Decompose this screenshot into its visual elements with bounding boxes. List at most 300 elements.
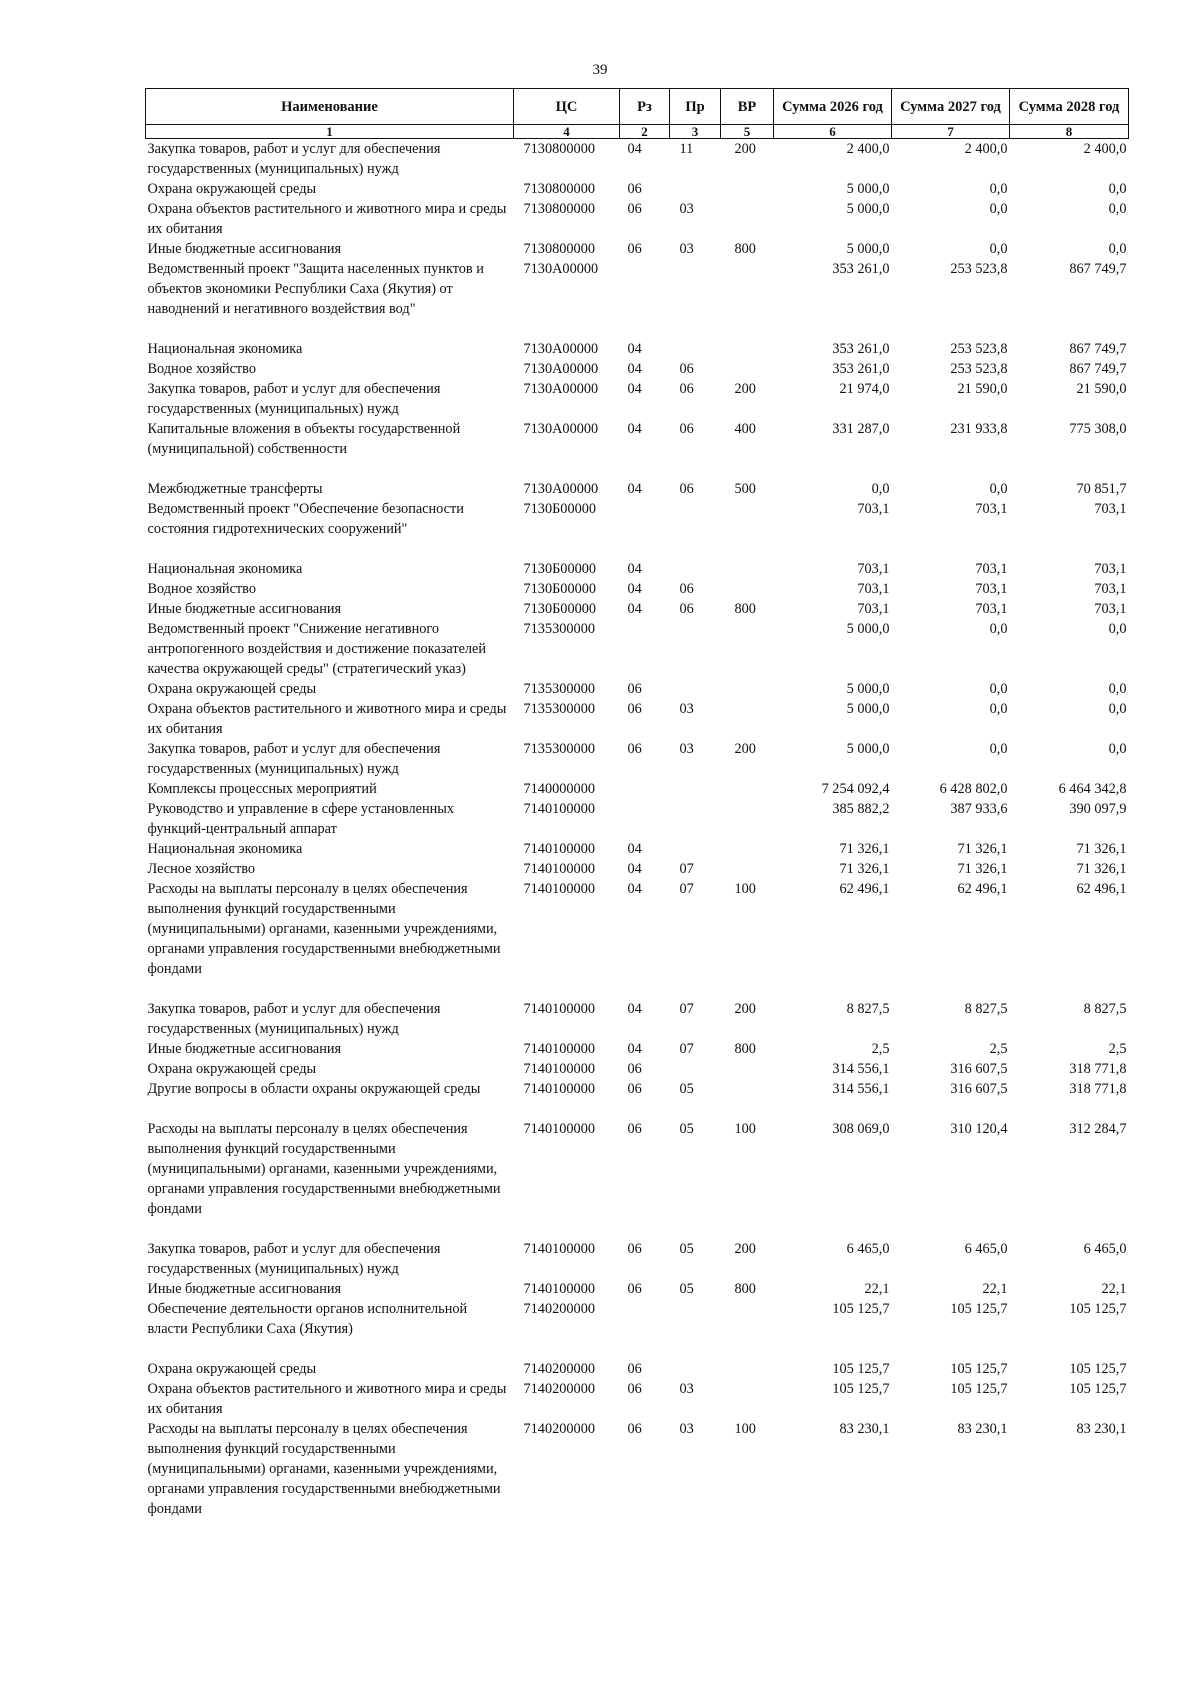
cell-rz: 06 [627,241,642,257]
cell-cs: 7140100000 [523,1041,595,1057]
cell-sum-2027: 83 230,1 [957,1421,1008,1437]
table-row [146,479,1129,499]
cell-vr: 400 [734,421,756,437]
cell-name: Иные бюджетные ассигнования [147,1041,342,1057]
cell-rz: 06 [627,1061,642,1077]
cell-sum-2027: 253 523,8 [950,341,1008,357]
table-row [146,199,1129,239]
cell-vr [721,779,774,799]
cell-rz: 06 [627,1381,642,1397]
cell-sum-2028: 2,5 [1108,1041,1127,1057]
cell-vr [721,619,774,679]
table-row [146,339,1129,359]
cell-vr: 200 [734,1241,756,1257]
cell-sum-2026: 353 261,0 [832,341,890,357]
cell-sum-2026: 71 326,1 [839,861,890,877]
cell-sum-2028: 775 308,0 [1069,421,1127,437]
cell-cs: 7140100000 [523,881,595,897]
cell-rz: 04 [627,421,642,437]
header-cs: ЦС [514,89,620,125]
cell-vr: 800 [734,1041,756,1057]
cell-sum-2027: 703,1 [975,561,1008,577]
cell-name: Закупка товаров, работ и услуг для обеспечения государственных (муниципальных) нужд [147,141,441,177]
table-row [146,679,1129,699]
cell-vr [721,799,774,839]
cell-cs: 7135300000 [523,621,595,637]
cell-cs: 7130Б00000 [523,561,597,577]
cell-sum-2027: 2 400,0 [964,141,1008,157]
cell-vr [721,839,774,859]
cell-name: Охрана объектов растительного и животного мира и среды их обитания [147,701,507,737]
cell-vr: 100 [734,1421,756,1437]
cell-sum-2028: 2 400,0 [1083,141,1127,157]
cell-vr: 200 [734,381,756,397]
cell-sum-2028: 0,0 [1108,181,1127,197]
cell-cs: 7130A00000 [523,381,599,397]
cell-sum-2027: 387 933,6 [950,801,1008,817]
table-row [146,1379,1129,1419]
cell-sum-2026: 5 000,0 [846,621,890,637]
cell-sum-2027: 0,0 [989,181,1008,197]
cell-vr [721,579,774,599]
cell-sum-2028: 105 125,7 [1069,1361,1127,1377]
cell-vr [721,499,774,559]
cell-sum-2028: 105 125,7 [1069,1301,1127,1317]
cell-pr: 06 [679,421,694,437]
cell-sum-2028: 703,1 [1094,601,1127,617]
cell-sum-2026: 703,1 [857,601,890,617]
cell-pr [670,559,721,579]
cell-sum-2026: 6 465,0 [846,1241,890,1257]
cell-rz: 06 [627,1121,642,1137]
cell-cs: 7130800000 [523,181,595,197]
cell-sum-2027: 6 428 802,0 [939,781,1008,797]
cell-rz [620,259,670,339]
cell-pr: 06 [679,481,694,497]
cell-sum-2026: 314 556,1 [832,1061,890,1077]
cell-cs: 7140000000 [523,781,595,797]
cell-vr [721,559,774,579]
cell-vr [721,859,774,879]
cell-sum-2028: 0,0 [1108,701,1127,717]
table-row [146,559,1129,579]
cell-name: Водное хозяйство [147,361,256,377]
cell-cs: 7140100000 [523,1241,595,1257]
cell-cs: 7135300000 [523,681,595,697]
cell-name: Другие вопросы в области охраны окружающей среды [147,1081,481,1097]
cell-sum-2026: 2 400,0 [846,141,890,157]
cell-name: Руководство и управление в сфере установленных функций-центральный аппарат [147,801,455,837]
cell-cs: 7130A00000 [523,261,599,277]
cell-sum-2026: 5 000,0 [846,201,890,217]
cell-vr [721,1079,774,1119]
cell-rz [620,1299,670,1359]
cell-pr [670,1299,721,1359]
cell-pr: 07 [679,1041,694,1057]
cell-rz: 04 [627,141,642,157]
cell-name: Закупка товаров, работ и услуг для обеспечения государственных (муниципальных) нужд [147,741,441,777]
header-sum-2028: Сумма 2028 год [1010,89,1129,125]
column-number: 8 [1010,125,1129,139]
cell-rz: 04 [627,581,642,597]
cell-rz [620,499,670,559]
cell-rz [620,779,670,799]
cell-sum-2026: 5 000,0 [846,181,890,197]
cell-sum-2027: 6 465,0 [964,1241,1008,1257]
cell-cs: 7130Б00000 [523,601,597,617]
cell-name: Водное хозяйство [147,581,256,597]
cell-pr: 03 [679,701,694,717]
cell-pr: 07 [679,1001,694,1017]
cell-name: Охрана окружающей среды [147,1361,317,1377]
table-row [146,1359,1129,1379]
cell-cs: 7130800000 [523,141,595,157]
cell-sum-2028: 70 851,7 [1076,481,1127,497]
cell-rz: 06 [627,1421,642,1437]
cell-pr [670,839,721,859]
table-row [146,779,1129,799]
cell-vr [721,1299,774,1359]
cell-sum-2026: 5 000,0 [846,741,890,757]
cell-rz: 04 [627,561,642,577]
cell-sum-2028: 0,0 [1108,201,1127,217]
column-number: 3 [670,125,721,139]
cell-vr: 500 [734,481,756,497]
cell-rz [620,619,670,679]
cell-sum-2028: 0,0 [1108,241,1127,257]
cell-rz: 04 [627,361,642,377]
cell-cs: 7140200000 [523,1421,595,1437]
cell-vr [721,1059,774,1079]
column-number: 1 [146,125,514,139]
page-number: 39 [592,62,608,78]
cell-sum-2028: 6 465,0 [1083,1241,1127,1257]
cell-name: Национальная экономика [147,341,303,357]
cell-sum-2027: 21 590,0 [957,381,1008,397]
table-row [146,1079,1129,1119]
cell-name: Охрана объектов растительного и животного мира и среды их обитания [147,201,507,237]
cell-name: Лесное хозяйство [147,861,256,877]
cell-sum-2026: 21 974,0 [839,381,890,397]
table-header [146,89,1129,139]
cell-pr [670,499,721,559]
cell-sum-2027: 0,0 [989,201,1008,217]
cell-sum-2027: 0,0 [989,621,1008,637]
cell-sum-2028: 71 326,1 [1076,861,1127,877]
header-sum-2027: Сумма 2027 год [892,89,1010,125]
cell-rz: 06 [627,741,642,757]
cell-sum-2027: 0,0 [989,481,1008,497]
cell-pr: 06 [679,381,694,397]
cell-sum-2026: 5 000,0 [846,681,890,697]
cell-name: Расходы на выплаты персоналу в целях обеспечения выполнения функций государственными (муниципальными) органами, казенными учреждениями, органами управления государственными внебюджетными фондами [147,1121,501,1217]
cell-cs: 7140100000 [523,801,595,817]
cell-name: Ведомственный проект "Обеспечение безопасности состояния гидротехнических сооружений" [147,501,464,537]
cell-pr: 05 [679,1081,694,1097]
cell-rz: 06 [627,681,642,697]
table-row [146,999,1129,1039]
cell-sum-2028: 703,1 [1094,581,1127,597]
cell-vr [721,699,774,739]
cell-sum-2028: 390 097,9 [1069,801,1127,817]
table-row [146,239,1129,259]
cell-sum-2028: 867 749,7 [1069,361,1127,377]
cell-vr: 800 [734,241,756,257]
cell-rz: 06 [627,701,642,717]
cell-pr [670,799,721,839]
cell-cs: 7130A00000 [523,421,599,437]
table-row [146,739,1129,779]
cell-cs: 7135300000 [523,741,595,757]
table-row [146,1419,1129,1519]
cell-name: Охрана окружающей среды [147,1061,317,1077]
cell-vr: 200 [734,141,756,157]
column-number: 4 [514,125,620,139]
cell-name: Межбюджетные трансферты [147,481,323,497]
cell-vr [721,1359,774,1379]
cell-sum-2027: 22,1 [982,1281,1008,1297]
cell-vr [721,199,774,239]
cell-sum-2028: 71 326,1 [1076,841,1127,857]
column-number-row [146,125,1129,139]
cell-sum-2026: 22,1 [864,1281,890,1297]
cell-sum-2028: 62 496,1 [1076,881,1127,897]
cell-pr: 03 [679,241,694,257]
cell-rz: 04 [627,861,642,877]
cell-name: Расходы на выплаты персоналу в целях обеспечения выполнения функций государственными (муниципальными) органами, казенными учреждениями, органами управления государственными внебюджетными фондами [147,881,501,977]
cell-sum-2028: 312 284,7 [1069,1121,1127,1137]
cell-sum-2028: 0,0 [1108,621,1127,637]
cell-rz: 04 [627,841,642,857]
cell-name: Закупка товаров, работ и услуг для обеспечения государственных (муниципальных) нужд [147,381,441,417]
table-row [146,619,1129,679]
cell-name: Охрана объектов растительного и животного мира и среды их обитания [147,1381,507,1417]
cell-pr [670,1059,721,1079]
header-pr: Пр [670,89,721,125]
cell-vr [721,1379,774,1419]
cell-sum-2026: 703,1 [857,501,890,517]
cell-pr: 06 [679,581,694,597]
cell-vr [721,359,774,379]
column-number: 7 [892,125,1010,139]
cell-cs: 7140200000 [523,1301,595,1317]
table-row [146,1059,1129,1079]
cell-name: Закупка товаров, работ и услуг для обеспечения государственных (муниципальных) нужд [147,1241,441,1277]
cell-sum-2028: 318 771,8 [1069,1081,1127,1097]
table-row [146,579,1129,599]
cell-sum-2027: 105 125,7 [950,1361,1008,1377]
cell-name: Закупка товаров, работ и услуг для обеспечения государственных (муниципальных) нужд [147,1001,441,1037]
cell-sum-2027: 0,0 [989,241,1008,257]
cell-cs: 7130A00000 [523,361,599,377]
cell-vr: 800 [734,1281,756,1297]
table-row [146,799,1129,839]
header-row [146,89,1129,125]
cell-sum-2028: 22,1 [1101,1281,1127,1297]
cell-sum-2027: 703,1 [975,601,1008,617]
cell-sum-2026: 5 000,0 [846,241,890,257]
cell-rz [620,799,670,839]
table-row [146,379,1129,419]
cell-pr: 06 [679,361,694,377]
cell-sum-2027: 8 827,5 [964,1001,1008,1017]
column-number: 5 [721,125,774,139]
cell-name: Иные бюджетные ассигнования [147,601,342,617]
cell-name: Иные бюджетные ассигнования [147,241,342,257]
cell-name: Обеспечение деятельности органов исполнительной власти Республики Саха (Якутия) [147,1301,468,1337]
cell-cs: 7140100000 [523,841,595,857]
table-row [146,139,1129,180]
cell-cs: 7130A00000 [523,341,599,357]
cell-sum-2027: 71 326,1 [957,841,1008,857]
cell-name: Ведомственный проект "Снижение негативного антропогенного воздействия и достижение показателей качества окружающей среды" (стратегический указ) [147,621,487,677]
cell-sum-2028: 703,1 [1094,561,1127,577]
cell-sum-2027: 703,1 [975,581,1008,597]
cell-cs: 7140100000 [523,1001,595,1017]
table-row [146,859,1129,879]
cell-cs: 7130Б00000 [523,501,597,517]
cell-name: Капитальные вложения в объекты государственной (муниципальной) собственности [147,421,461,457]
cell-sum-2027: 105 125,7 [950,1301,1008,1317]
table-row [146,1039,1129,1059]
cell-cs: 7140100000 [523,861,595,877]
table-row [146,879,1129,999]
cell-sum-2026: 105 125,7 [832,1301,890,1317]
cell-pr: 03 [679,201,694,217]
cell-cs: 7130800000 [523,201,595,217]
cell-sum-2027: 310 120,4 [950,1121,1008,1137]
cell-sum-2028: 6 464 342,8 [1058,781,1127,797]
cell-sum-2027: 62 496,1 [957,881,1008,897]
cell-sum-2026: 703,1 [857,561,890,577]
table-row [146,259,1129,339]
cell-sum-2026: 105 125,7 [832,1361,890,1377]
header-sum-2026: Сумма 2026 год [774,89,892,125]
cell-vr: 100 [734,1121,756,1137]
cell-sum-2028: 867 749,7 [1069,341,1127,357]
cell-sum-2027: 316 607,5 [950,1061,1008,1077]
cell-cs: 7130A00000 [523,481,599,497]
table-row [146,179,1129,199]
table-row [146,1239,1129,1279]
cell-name: Ведомственный проект "Защита населенных пунктов и объектов экономики Республики Саха (Якутия) от наводнений и негативного воздействия вод" [147,261,484,317]
cell-rz: 04 [627,601,642,617]
table-row [146,1299,1129,1359]
cell-sum-2026: 0,0 [871,481,890,497]
cell-sum-2027: 253 523,8 [950,361,1008,377]
cell-pr [670,259,721,339]
cell-name: Национальная экономика [147,841,303,857]
cell-pr: 11 [679,141,694,157]
cell-sum-2027: 105 125,7 [950,1381,1008,1397]
cell-sum-2027: 0,0 [989,741,1008,757]
cell-cs: 7140200000 [523,1361,595,1377]
cell-vr [721,259,774,339]
cell-name: Охрана окружающей среды [147,681,317,697]
cell-sum-2026: 385 882,2 [832,801,890,817]
budget-table [145,88,1129,1519]
cell-rz: 06 [627,1241,642,1257]
table-row [146,839,1129,859]
cell-sum-2028: 703,1 [1094,501,1127,517]
cell-sum-2026: 5 000,0 [846,701,890,717]
column-number: 2 [620,125,670,139]
cell-vr [721,679,774,699]
cell-sum-2026: 353 261,0 [832,361,890,377]
cell-pr: 03 [679,741,694,757]
cell-pr: 07 [679,881,694,897]
cell-vr: 200 [734,741,756,757]
cell-cs: 7140100000 [523,1281,595,1297]
cell-pr [670,779,721,799]
cell-rz: 06 [627,1361,642,1377]
cell-sum-2026: 331 287,0 [832,421,890,437]
cell-sum-2027: 2,5 [989,1041,1008,1057]
cell-sum-2027: 253 523,8 [950,261,1008,277]
header-name: Наименование [146,89,514,125]
cell-rz: 04 [627,481,642,497]
cell-sum-2027: 316 607,5 [950,1081,1008,1097]
cell-pr [670,1359,721,1379]
table-row [146,599,1129,619]
cell-pr [670,619,721,679]
cell-rz: 04 [627,381,642,397]
cell-sum-2026: 105 125,7 [832,1381,890,1397]
table-body [146,139,1129,1520]
cell-sum-2028: 105 125,7 [1069,1381,1127,1397]
cell-pr [670,679,721,699]
cell-cs: 7140100000 [523,1061,595,1077]
cell-name: Комплексы процессных мероприятий [147,781,377,797]
cell-sum-2026: 314 556,1 [832,1081,890,1097]
table-row [146,1119,1129,1239]
cell-sum-2028: 318 771,8 [1069,1061,1127,1077]
cell-name: Иные бюджетные ассигнования [147,1281,342,1297]
cell-sum-2026: 83 230,1 [839,1421,890,1437]
cell-name: Охрана окружающей среды [147,181,317,197]
cell-vr [721,179,774,199]
cell-sum-2027: 231 933,8 [950,421,1008,437]
cell-sum-2026: 8 827,5 [846,1001,890,1017]
cell-sum-2026: 2,5 [871,1041,890,1057]
cell-rz: 04 [627,881,642,897]
cell-vr: 100 [734,881,756,897]
cell-pr: 05 [679,1121,694,1137]
table-row [146,499,1129,559]
cell-sum-2026: 703,1 [857,581,890,597]
cell-rz: 06 [627,1081,642,1097]
cell-cs: 7140100000 [523,1121,595,1137]
header-rz: Рз [620,89,670,125]
cell-cs: 7135300000 [523,701,595,717]
cell-pr: 06 [679,601,694,617]
cell-cs: 7130Б00000 [523,581,597,597]
cell-pr [670,179,721,199]
cell-sum-2028: 0,0 [1108,741,1127,757]
table-row [146,359,1129,379]
cell-pr: 07 [679,861,694,877]
cell-sum-2028: 8 827,5 [1083,1001,1127,1017]
table-row [146,1279,1129,1299]
cell-rz: 04 [627,341,642,357]
cell-sum-2026: 71 326,1 [839,841,890,857]
cell-name: Национальная экономика [147,561,303,577]
cell-sum-2027: 0,0 [989,701,1008,717]
cell-pr [670,339,721,359]
cell-rz: 06 [627,201,642,217]
cell-sum-2028: 867 749,7 [1069,261,1127,277]
cell-pr: 03 [679,1421,694,1437]
